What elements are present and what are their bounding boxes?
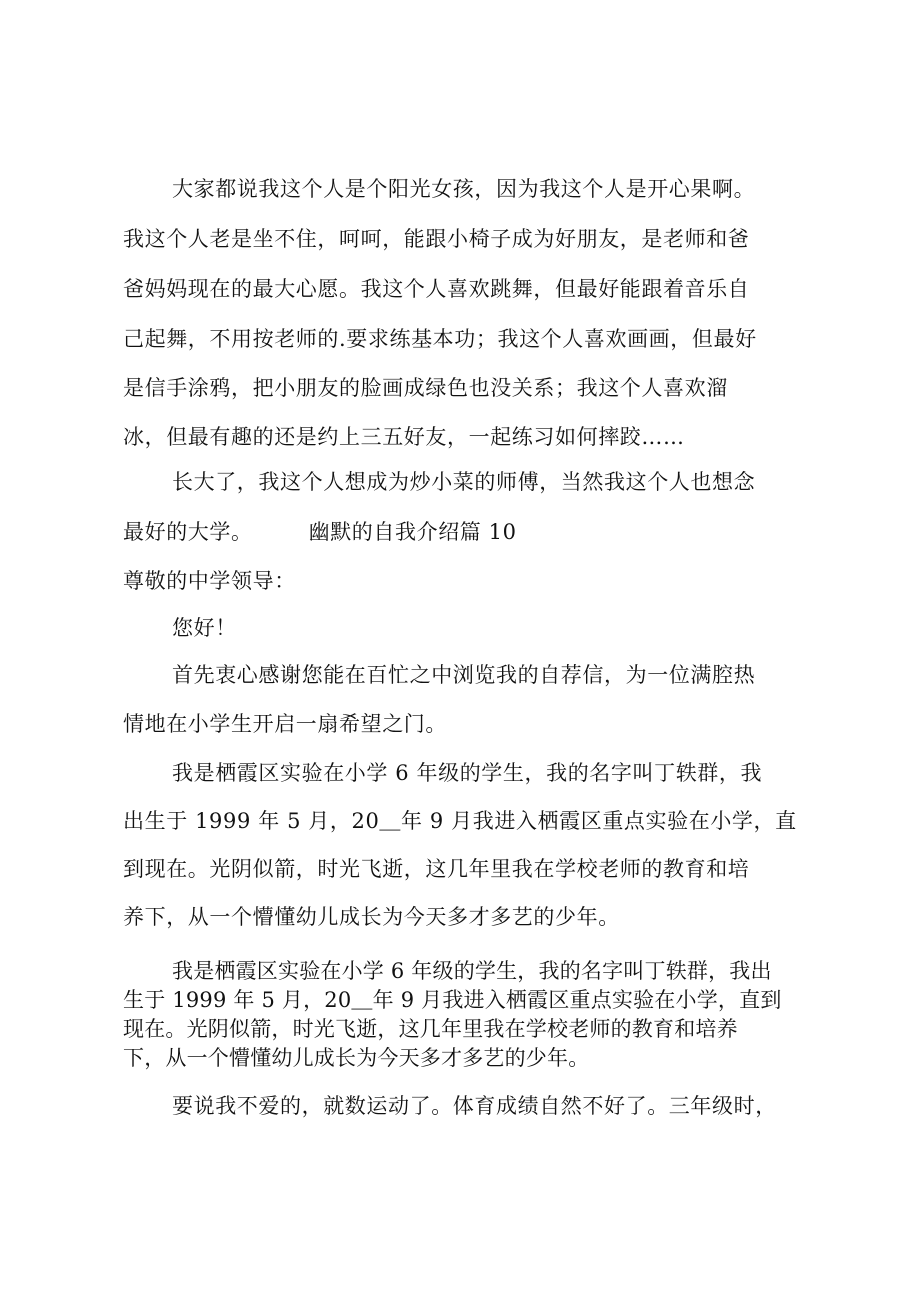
- para4-line-2: 出生于 1999 年 5 月，20＿年 9 月我进入栖霞区重点实验在小学，直: [123, 809, 797, 833]
- para4-line-1: 我是栖霞区实验在小学 6 年级的学生，我的名字叫丁轶群，我: [172, 761, 763, 785]
- section-heading: 幽默的自我介绍篇 10: [308, 520, 517, 544]
- para1-line-1: 大家都说我这个人是个阳光女孩，因为我这个人是开心果啊。: [172, 177, 756, 201]
- para4-line-4: 养下，从一个懵懂幼儿成长为今天多才多艺的少年。: [123, 905, 620, 929]
- greeting: 您好！: [172, 616, 237, 640]
- para2-line-2: [123, 519, 517, 545]
- para2-line-2-text: 最好的大学。: [123, 520, 253, 544]
- para4-line-3: 到现在。光阴似箭，时光飞逝，这几年里我在学校老师的教育和培: [123, 857, 750, 881]
- para5-line-4: 下，从一个懵懂幼儿成长为今天多才多艺的少年。: [123, 1046, 590, 1070]
- para1-line-5: 是信手涂鸦，把小朋友的脸画成绿色也没关系；我这个人喜欢溜: [123, 376, 728, 400]
- para1-line-6: 冰，但最有趣的还是约上三五好友，一起练习如何摔跤……: [123, 425, 685, 449]
- para1-line-2: 我这个人老是坐不住，呵呵，能跟小椅子成为好朋友，是老师和爸: [123, 227, 750, 251]
- para1-line-4: 己起舞，不用按老师的.要求练基本功；我这个人喜欢画画，但最好: [123, 327, 757, 351]
- para5-line-3: 现在。光阴似箭，时光飞逝，这几年里我在学校老师的教育和培养: [123, 1017, 738, 1041]
- para5-line-1: 我是栖霞区实验在小学 6 年级的学生，我的名字叫丁轶群，我出: [172, 959, 772, 983]
- para3-line-2: 情地在小学生开启一扇希望之门。: [123, 712, 447, 736]
- para2-line-1: 长大了，我这个人想成为炒小菜的师傅，当然我这个人也想念: [172, 470, 756, 494]
- para6-line-1: 要说我不爱的，就数运动了。体育成绩自然不好了。三年级时，: [172, 1094, 777, 1118]
- para3-line-1: 首先衷心感谢您能在百忙之中浏览我的自荐信，为一位满腔热: [172, 663, 756, 687]
- salutation: 尊敬的中学领导：: [123, 569, 296, 593]
- para5-line-2: 生于 1999 年 5 月，20＿年 9 月我进入栖霞区重点实验在小学，直到: [123, 988, 782, 1012]
- para1-line-3: 爸妈妈现在的最大心愿。我这个人喜欢跳舞，但最好能跟着音乐自: [123, 277, 750, 301]
